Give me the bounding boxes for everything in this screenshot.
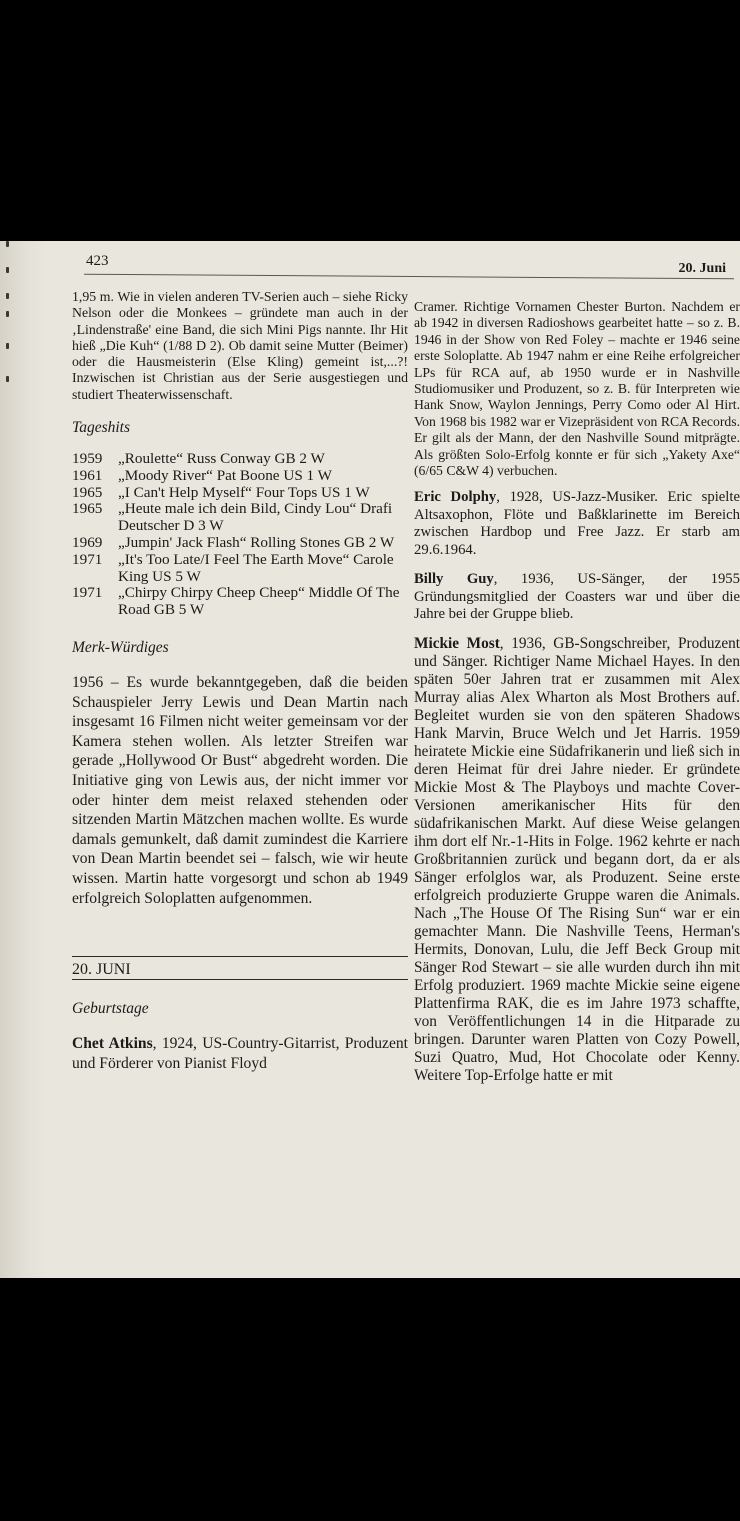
billy-guy-entry: Billy Guy, 1936, US-Sänger, der 1955 Gründungsmitglied der Coasters war und über die Jahre bei der Gruppe blieb. <box>414 571 740 622</box>
header-rule <box>84 274 734 280</box>
page-gutter <box>0 241 46 1278</box>
hit-item: 1959 „Roulette“ Russ Conway GB 2 W <box>72 450 325 468</box>
book-page <box>0 241 740 1278</box>
entry-name: Mickie Most <box>414 635 500 653</box>
merk-paragraph: 1956 – Es wurde bekanntgegeben, daß die beiden Schauspieler Jerry Lewis und Dean Martin nach insgesamt 16 Filmen nicht weiter gemeinsam vor der Kamera stehen wollen. Als letzter Streifen war gerade „Hollywood Or Bust“ abgedreht worden. Die Initiative ging von Lewis aus, der nicht immer vor oder hinter dem meist relaxed stehenden oder sitzenden Martin Mätzchen machen wollte. Es wurde damals gemunkelt, daß damit zumindest die Karriere von Dean Martin beendet sei – falsch, wie wir heute wissen. Martin hatte vorgesorgt und schon ab 1949 erfolgreich Soloplatten aufgenommen. <box>72 674 408 907</box>
hit-item: 1971 „Chirpy Chirpy Cheep Cheep“ Middle Of The Road GB 5 W <box>72 584 400 619</box>
left-column <box>72 289 408 1073</box>
right-column <box>414 299 740 1085</box>
dolphy-entry: Eric Dolphy, 1928, US-Jazz-Musiker. Eric spielte Altsaxophon, Flöte und Baßklarinette im Bereich zwischen Hardbop und Free Jazz. Er starb am 29.6.1964. <box>414 489 740 558</box>
day-heading: 20. JUNI <box>72 956 408 980</box>
chet-atkins-continued: Cramer. Richtige Vornamen Chester Burton. Nachdem er ab 1942 in diversen Radioshows gearbeitet hatte – so z. B. 1946 in der Show von Red Foley – machte er 1946 seine erste Soloplatte. Ab 1947 nahm er eine Reihe erfolgreicher LPs für RCA auf, ab 1950 wurde er in Nashville Studiomusiker und Produzent, so z. B. für Interpreten wie Hank Snow, Waylon Jennings, Perry Como oder Al Hirt. Von 1968 bis 1982 war er Vizepräsident von RCA Records. Er gilt als der Mann, der den Nashville Sound mitprägte. Als größten Solo-Erfolg konnte er für sich „Yakety Axe“ (6/65 C&W 4) verbuchen. <box>414 299 740 479</box>
chet-atkins-entry: Chet Atkins, 1924, US-Country-Gitarrist, Produzent und Förderer von Pianist Floyd <box>72 1035 408 1072</box>
entry-name: Chet Atkins <box>72 1035 153 1053</box>
hits-list <box>72 451 408 619</box>
merk-heading: Merk-Würdiges <box>72 639 169 657</box>
hit-item: 1961 „Moody River“ Pat Boone US 1 W <box>72 466 333 484</box>
mickie-most-entry: Mickie Most, 1936, GB-Songschreiber, Produzent und Sänger. Richtiger Name Michael Hayes. In den späten 50er Jahren trat er zusammen mit Alex Murray alias Alex Wharton als Most Brothers auf. Begleitet wurden sie von den späteren Shadows Hank Marvin, Bruce Welch und Jet Harris. 1959 heiratete Mickie eine Südafrikanerin und ließ sich in deren Heimat für drei Jahre nieder. Er gründete Mickie Most & The Playboys und machte Cover-Versionen amerikanischer Hits für den südafrikanischen Markt. Auf diese Weise gelangen ihm dort elf Nr.-1-Hits in Folge. 1962 kehrte er nach Großbritannien zurück und begann dort, da er als Sänger erfolglos war, als Produzent. Seine erste erfolgreich produzierte Gruppe waren die Animals. Nach „The House Of The Rising Sun“ war er ein gemachter Mann. Die Nashville Teens, Herman's Hermits, Donovan, Lulu, die Jeff Beck Group mit Sänger Rod Stewart – sie alle wurden durch ihn mit Erfolg produziert. 1969 machte Mickie seine eigene Plattenfirma RAK, die es im Jahre 1973 schaffte, von Veröffentlichungen 14 in die Hitparade zu bringen. Darunter waren Platten von Cozy Powell, Suzi Quatro, Mud, Hot Chocolate oder Kenny. Weitere Top-Erfolge hatte er mit <box>414 635 740 1085</box>
entry-name: Billy Guy <box>414 571 494 588</box>
running-head: 20. Juni <box>678 261 726 276</box>
hit-item: 1965 „Heute male ich dein Bild, Cindy Lou“ Drafi Deutscher D 3 W <box>72 500 393 535</box>
hit-item: 1965 „I Can't Help Myself“ Four Tops US 1 W <box>72 483 370 501</box>
intro-paragraph: 1,95 m. Wie in vielen anderen TV-Serien auch – siehe Ricky Nelson oder die Monkees – gründete man auch in der ‚Lindenstraße' eine Band, die sich Mini Pigs nannte. Ihr Hit hieß „Die Kuh“ (1/88 D 2). Ob damit seine Mutter (Beimer) oder die Hausmeisterin (Else Kling) gemeint ist,...?! Inzwischen ist Christian aus der Serie ausgestiegen und studiert Theaterwissenschaft. <box>72 289 408 402</box>
hit-item: 1971 „It's Too Late/I Feel The Earth Move“ Carole King US 5 W <box>72 550 394 585</box>
entry-name: Eric Dolphy <box>414 489 497 506</box>
hit-item: 1969 „Jumpin' Jack Flash“ Rolling Stones GB 2 W <box>72 534 395 552</box>
tageshits-heading: Tageshits <box>72 419 131 437</box>
geburtstage-heading: Geburtstage <box>72 1000 149 1018</box>
page-number: 423 <box>86 253 109 269</box>
